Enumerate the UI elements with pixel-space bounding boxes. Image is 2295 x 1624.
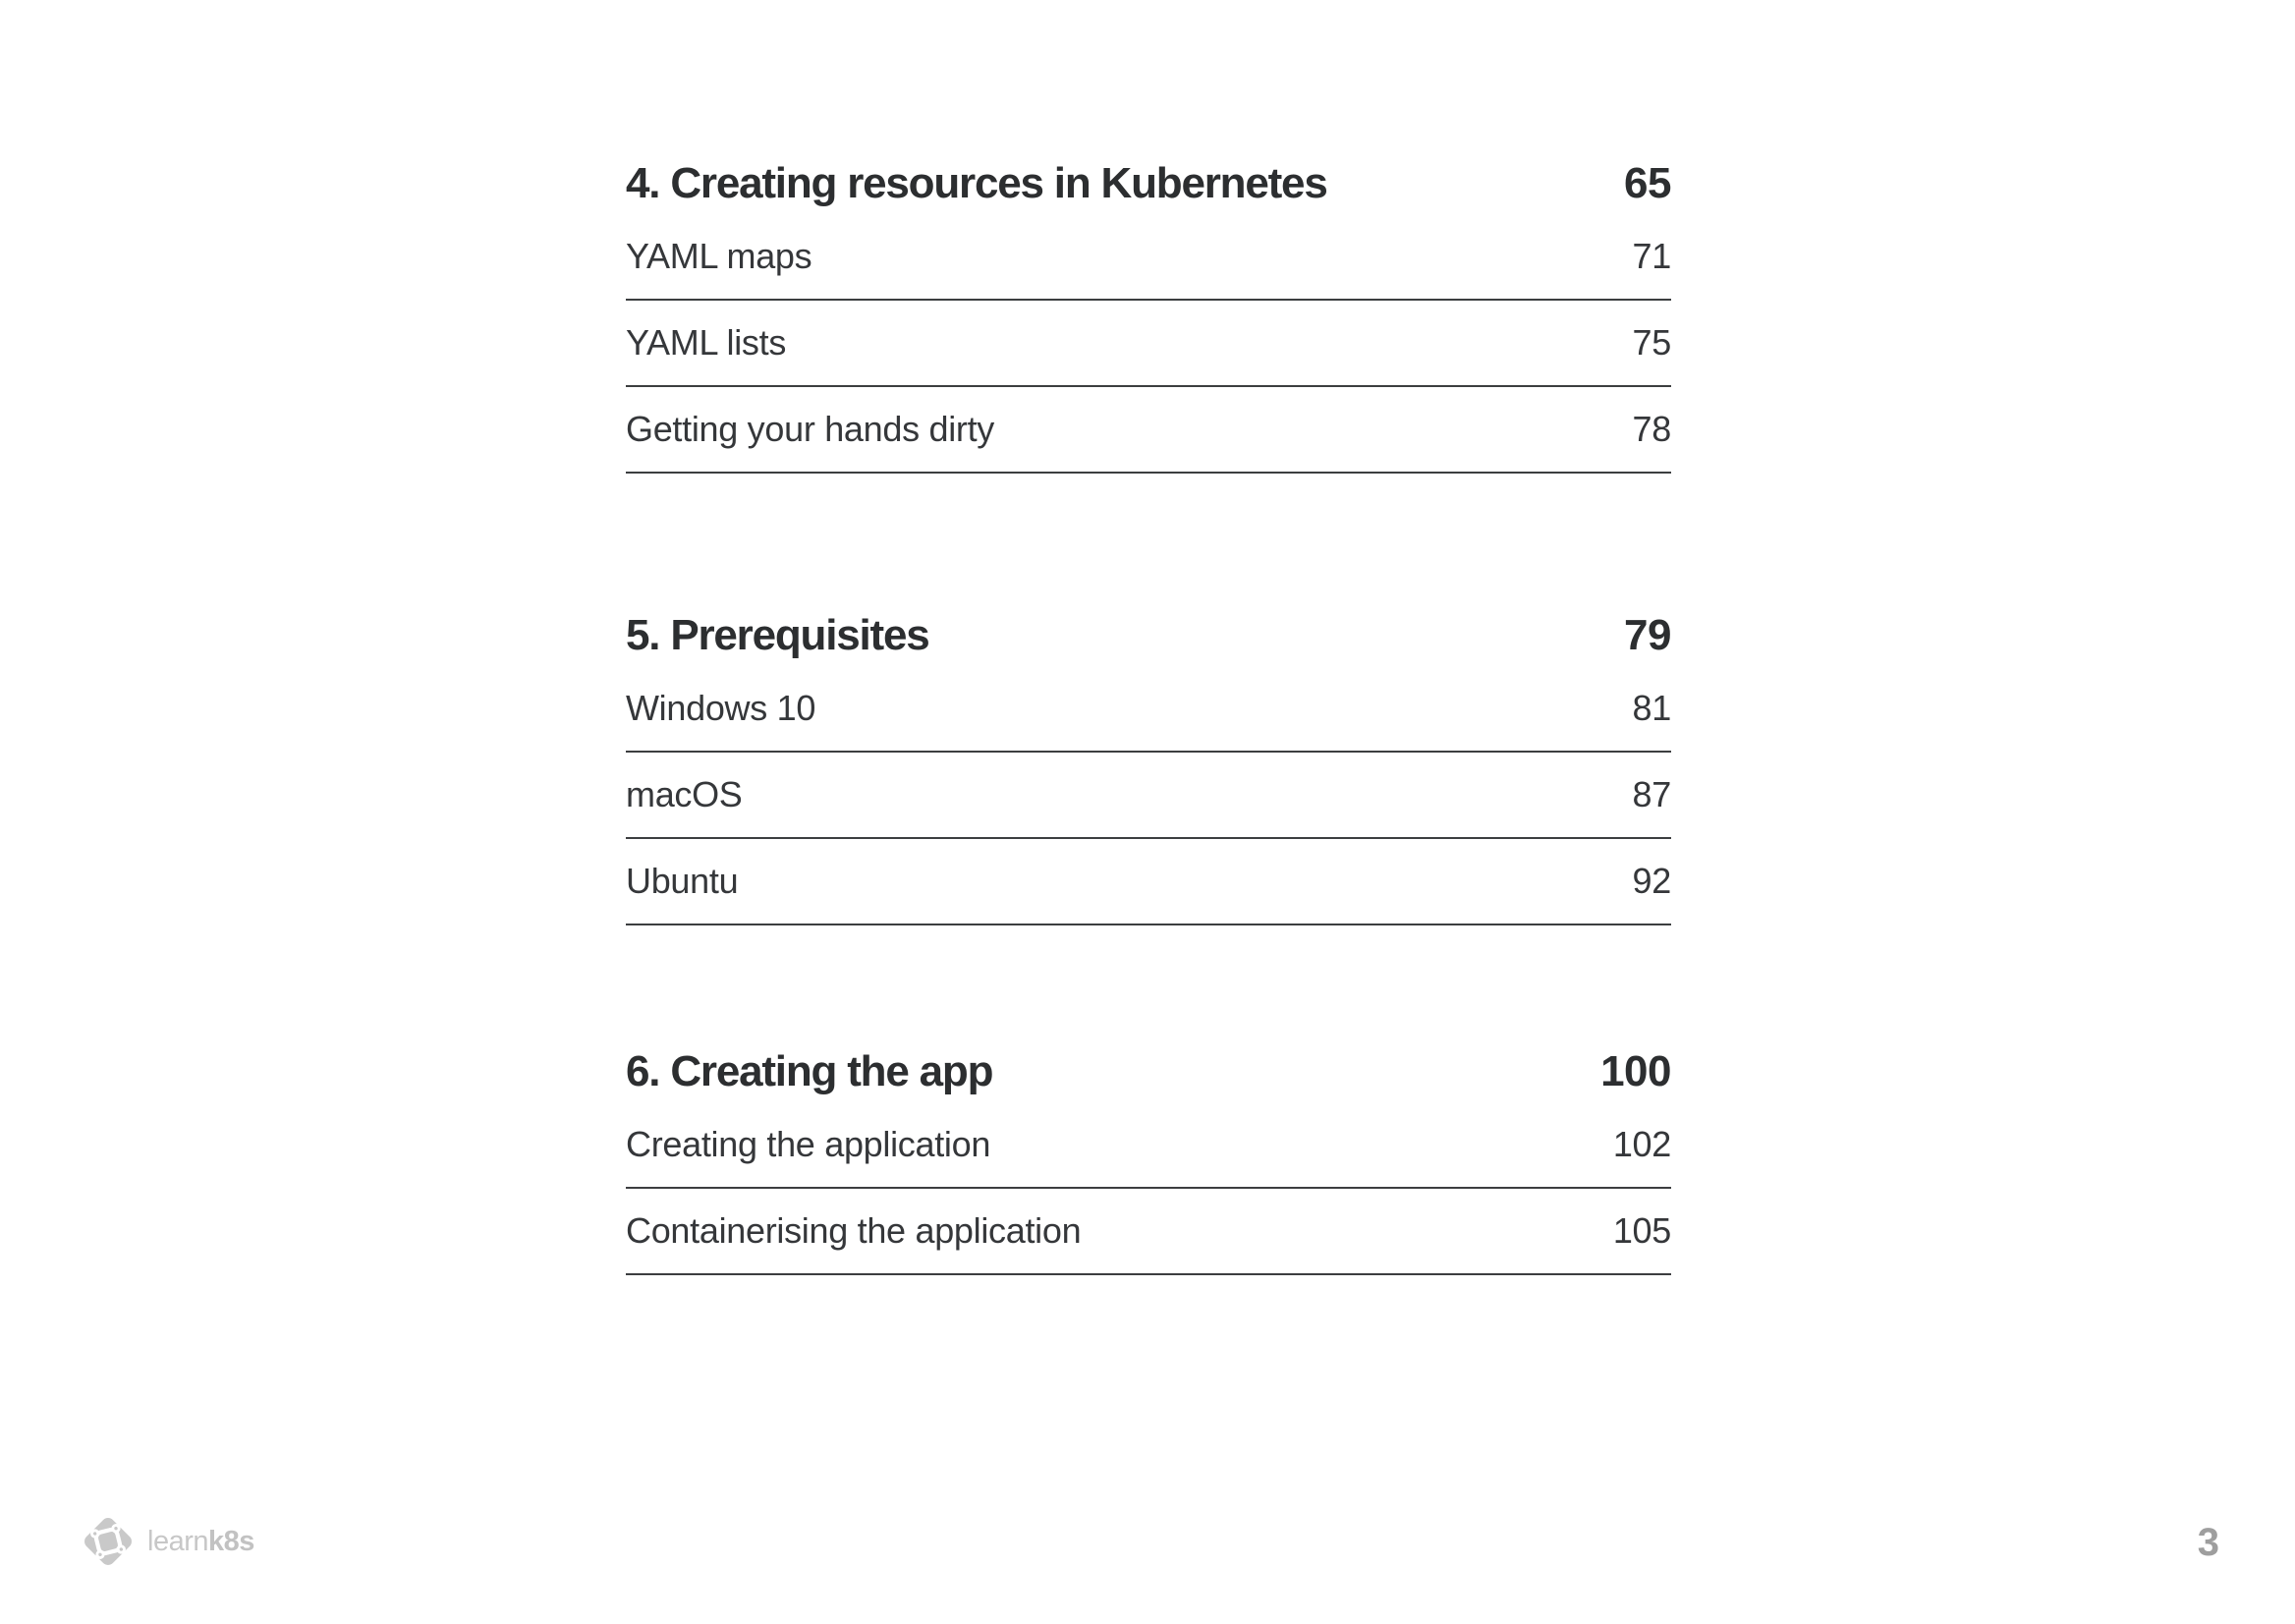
toc-item-label: YAML lists [626, 322, 787, 363]
toc-row[interactable] [626, 753, 1671, 839]
toc-item-label: YAML maps [626, 236, 812, 276]
toc-item-page: 75 [1632, 322, 1671, 363]
chapter-title: 5. Prerequisites [626, 611, 929, 659]
toc-row[interactable] [626, 666, 1671, 753]
toc-item-label: Getting your hands dirty [626, 409, 995, 449]
toc-row[interactable] [626, 214, 1671, 301]
toc-item-page: 81 [1632, 688, 1671, 728]
chapter-title: 6. Creating the app [626, 1047, 993, 1095]
toc-item-label: Creating the application [626, 1124, 991, 1164]
learnk8s-logo-text: learnk8s [147, 1525, 254, 1557]
toc-section-chapter-4 [626, 153, 1671, 474]
toc-chapter-heading[interactable] [626, 1041, 1671, 1102]
chapter-title: 4. Creating resources in Kubernetes [626, 159, 1327, 207]
toc-item-page: 105 [1612, 1210, 1671, 1251]
toc-item-page: 87 [1632, 774, 1671, 814]
toc-item-label: macOS [626, 774, 743, 814]
chapter-page-number: 79 [1624, 611, 1671, 659]
learnk8s-scroll-icon [77, 1510, 140, 1573]
toc-section-chapter-6 [626, 1041, 1671, 1275]
toc-item-page: 78 [1632, 409, 1671, 449]
toc-item-label: Containerising the application [626, 1210, 1082, 1251]
toc-row[interactable] [626, 387, 1671, 474]
chapter-page-number: 100 [1600, 1047, 1671, 1095]
toc-item-page: 102 [1612, 1124, 1671, 1164]
page-number: 3 [2197, 1521, 2219, 1564]
toc-section-chapter-5 [626, 605, 1671, 925]
toc-item-page: 71 [1632, 236, 1671, 276]
toc-chapter-heading[interactable] [626, 605, 1671, 666]
toc-item-label: Ubuntu [626, 861, 739, 901]
toc-chapter-heading[interactable] [626, 153, 1671, 214]
learnk8s-logo [77, 1510, 303, 1573]
toc-row[interactable] [626, 839, 1671, 925]
toc-item-label: Windows 10 [626, 688, 816, 728]
toc-row[interactable] [626, 1189, 1671, 1275]
toc-item-page: 92 [1632, 861, 1671, 901]
toc-row[interactable] [626, 1102, 1671, 1189]
toc-row[interactable] [626, 301, 1671, 387]
chapter-page-number: 65 [1624, 159, 1671, 207]
